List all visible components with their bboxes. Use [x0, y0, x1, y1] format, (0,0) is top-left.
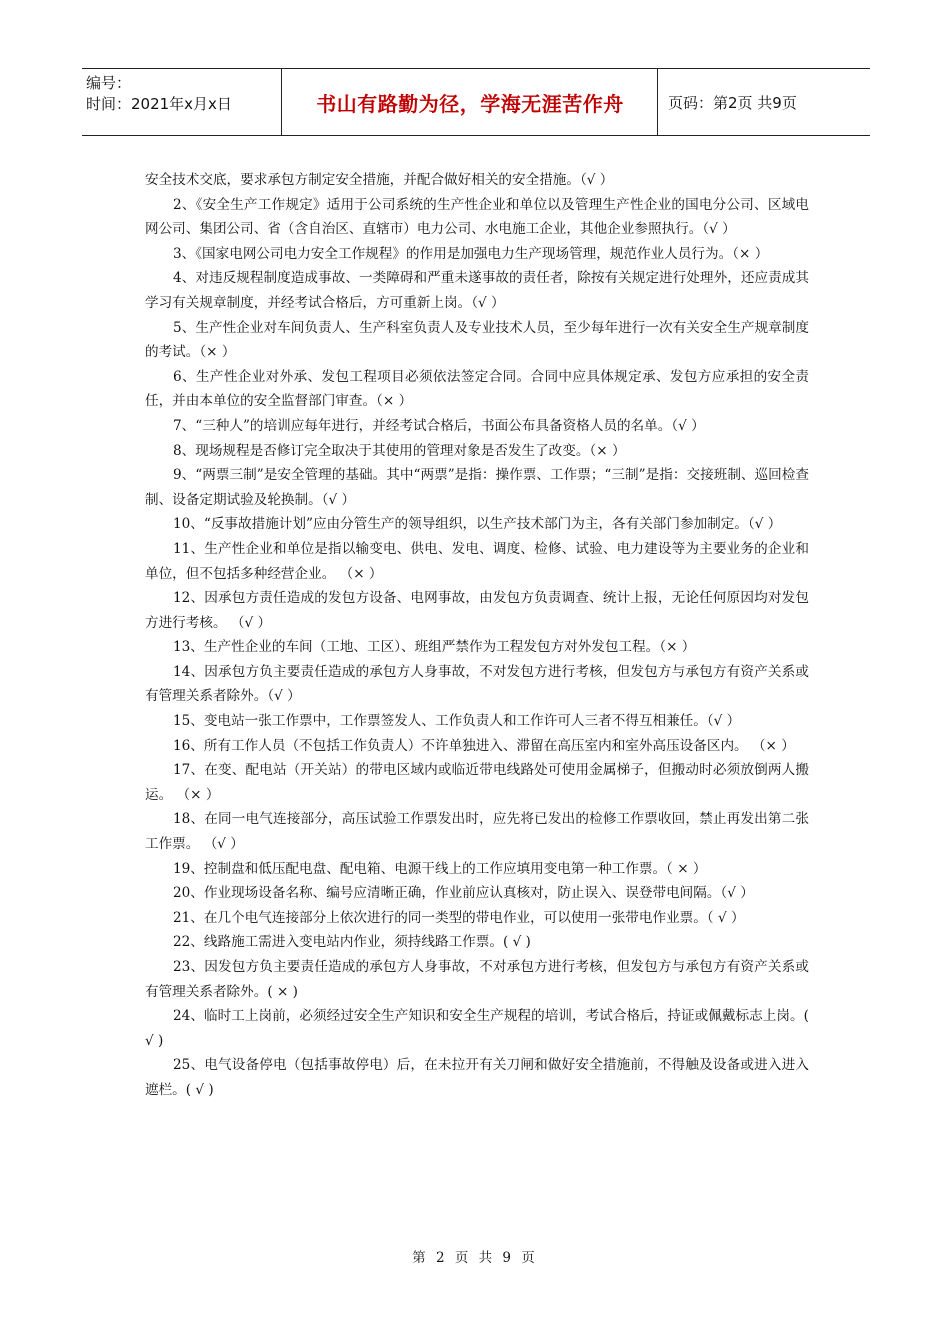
question-item: 9、“两票三制”是安全管理的基础。其中“两票”是指：操作票、工作票；“三制”是指：交接班制、巡回检查制、设备定期试验及轮换制。（√ ） — [145, 467, 809, 508]
header-page-code: 页码：第2页 共9页 — [668, 93, 797, 112]
question-item: 12、因承包方责任造成的发包方设备、电网事故，由发包方负责调查、统计上报，无论任何原因均对发包方进行考核。 （√ ） — [145, 590, 809, 631]
question-item: 6、生产性企业对外承、发包工程项目必须依法签定合同。合同中应具体规定承、发包方应承担的安全责任，并由本单位的安全监督部门审查。（× ） — [145, 368, 809, 410]
question-item: 4、对违反规程制度造成事故、一类障碍和严重未遂事故的责任者，除按有关规定进行处理外，还应责成其学习有关规章制度，并经考试合格后，方可重新上岗。（√ ） — [145, 270, 809, 311]
question-item: 24、临时工上岗前，必须经过安全生产知识和安全生产规程的培训，考试合格后，持证或佩戴标志上岗。( √ ) — [145, 1008, 809, 1049]
document-body — [145, 168, 809, 1103]
question-item: 7、“三种人”的培训应每年进行，并经考试合格后，书面公布具备资格人员的名单。（√ ） — [173, 417, 705, 434]
question-item: 安全技术交底，要求承包方制定安全措施，并配合做好相关的安全措施。（√ ） — [145, 172, 614, 188]
question-item: 3、《国家电网公司电力安全工作规程》的作用是加强电力生产现场管理，规范作业人员行为。（× ） — [173, 245, 769, 262]
question-item: 13、生产性企业的车间（工地、工区）、班组严禁作为工程发包方对外发包工程。（× ） — [173, 639, 696, 656]
question-item: 18、在同一电气连接部分，高压试验工作票发出时，应先将已发出的检修工作票收回，禁止再发出第二张工作票。 （√ ） — [145, 811, 809, 853]
question-item: 25、电气设备停电（包括事故停电）后，在未拉开有关刀闸和做好安全措施前，不得触及设备或进入进入遮栏。( √ ) — [145, 1057, 809, 1098]
question-item: 10、“反事故措施计划”应由分管生产的领导组织，以生产技术部门为主，各有关部门参加制定。（√ ） — [173, 516, 782, 533]
header-divider-right — [657, 69, 658, 135]
question-item: 23、因发包方负主要责任造成的承包方人身事故，不对承包方进行考核，但发包方与承包方有资产关系或有管理关系者除外。( × ) — [145, 959, 809, 1000]
question-item: 14、因承包方负主要责任造成的承包方人身事故，不对发包方进行考核，但发包方与承包方有资产关系或有管理关系者除外。（√ ） — [145, 663, 809, 705]
question-item: 16、所有工作人员（不包括工作负责人）不许单独进入、滞留在高压室内和室外高压设备区内。 （× ） — [173, 737, 795, 754]
question-item: 15、变电站一张工作票中，工作票签发人、工作负责人和工作许可人三者不得互相兼任。（√ ） — [173, 713, 741, 730]
document-date: 时间：2021年x月x日 — [86, 95, 232, 113]
question-item: 2、《安全生产工作规定》适用于公司系统的生产性企业和单位以及管理生产性企业的国电分公司、区域电网公司、集团公司、省（含自治区、直辖市）电力公司、水电施工企业，其他企业参照执行。（√ ） — [145, 196, 809, 238]
question-item: 17、在变、配电站（开关站）的带电区域内或临近带电线路处可使用金属梯子，但搬动时必须放倒两人搬运。 （× ） — [145, 762, 809, 803]
question-item: 20、作业现场设备名称、编号应清晰正确，作业前应认真核对，防止误入、误登带电间隔。（√ ） — [173, 885, 754, 902]
document-code-label: 编号： — [86, 74, 132, 92]
question-item: 11、生产性企业和单位是指以输变电、供电、发电、调度、检修、试验、电力建设等为主要业务的企业和单位，但不包括多种经营企业。 （× ） — [145, 540, 809, 582]
question-item: 8、现场规程是否修订完全取决于其使用的管理对象是否发生了改变。（× ） — [173, 442, 626, 459]
question-item: 22、线路施工需进入变电站内作业，须持线路工作票。( √ ) — [173, 934, 531, 951]
question-item: 19、控制盘和低压配电盘、配电箱、电源干线上的工作应填用变电第一种工作票。（ × ） — [173, 860, 707, 877]
header-divider-left — [281, 69, 282, 135]
header-meta — [86, 73, 276, 115]
header-motto: 书山有路勤为径，学海无涯苦作舟 — [316, 91, 624, 116]
question-item: 5、生产性企业对车间负责人、生产科室负责人及专业技术人员，至少每年进行一次有关安全生产规章制度的考试。（× ） — [145, 319, 809, 361]
question-item: 21、在几个电气连接部分上依次进行的同一类型的带电作业，可以使用一张带电作业票。（ √ ） — [173, 909, 745, 926]
page-header — [82, 68, 870, 136]
page-footer: 第 2 页 共 9 页 — [412, 1250, 538, 1266]
